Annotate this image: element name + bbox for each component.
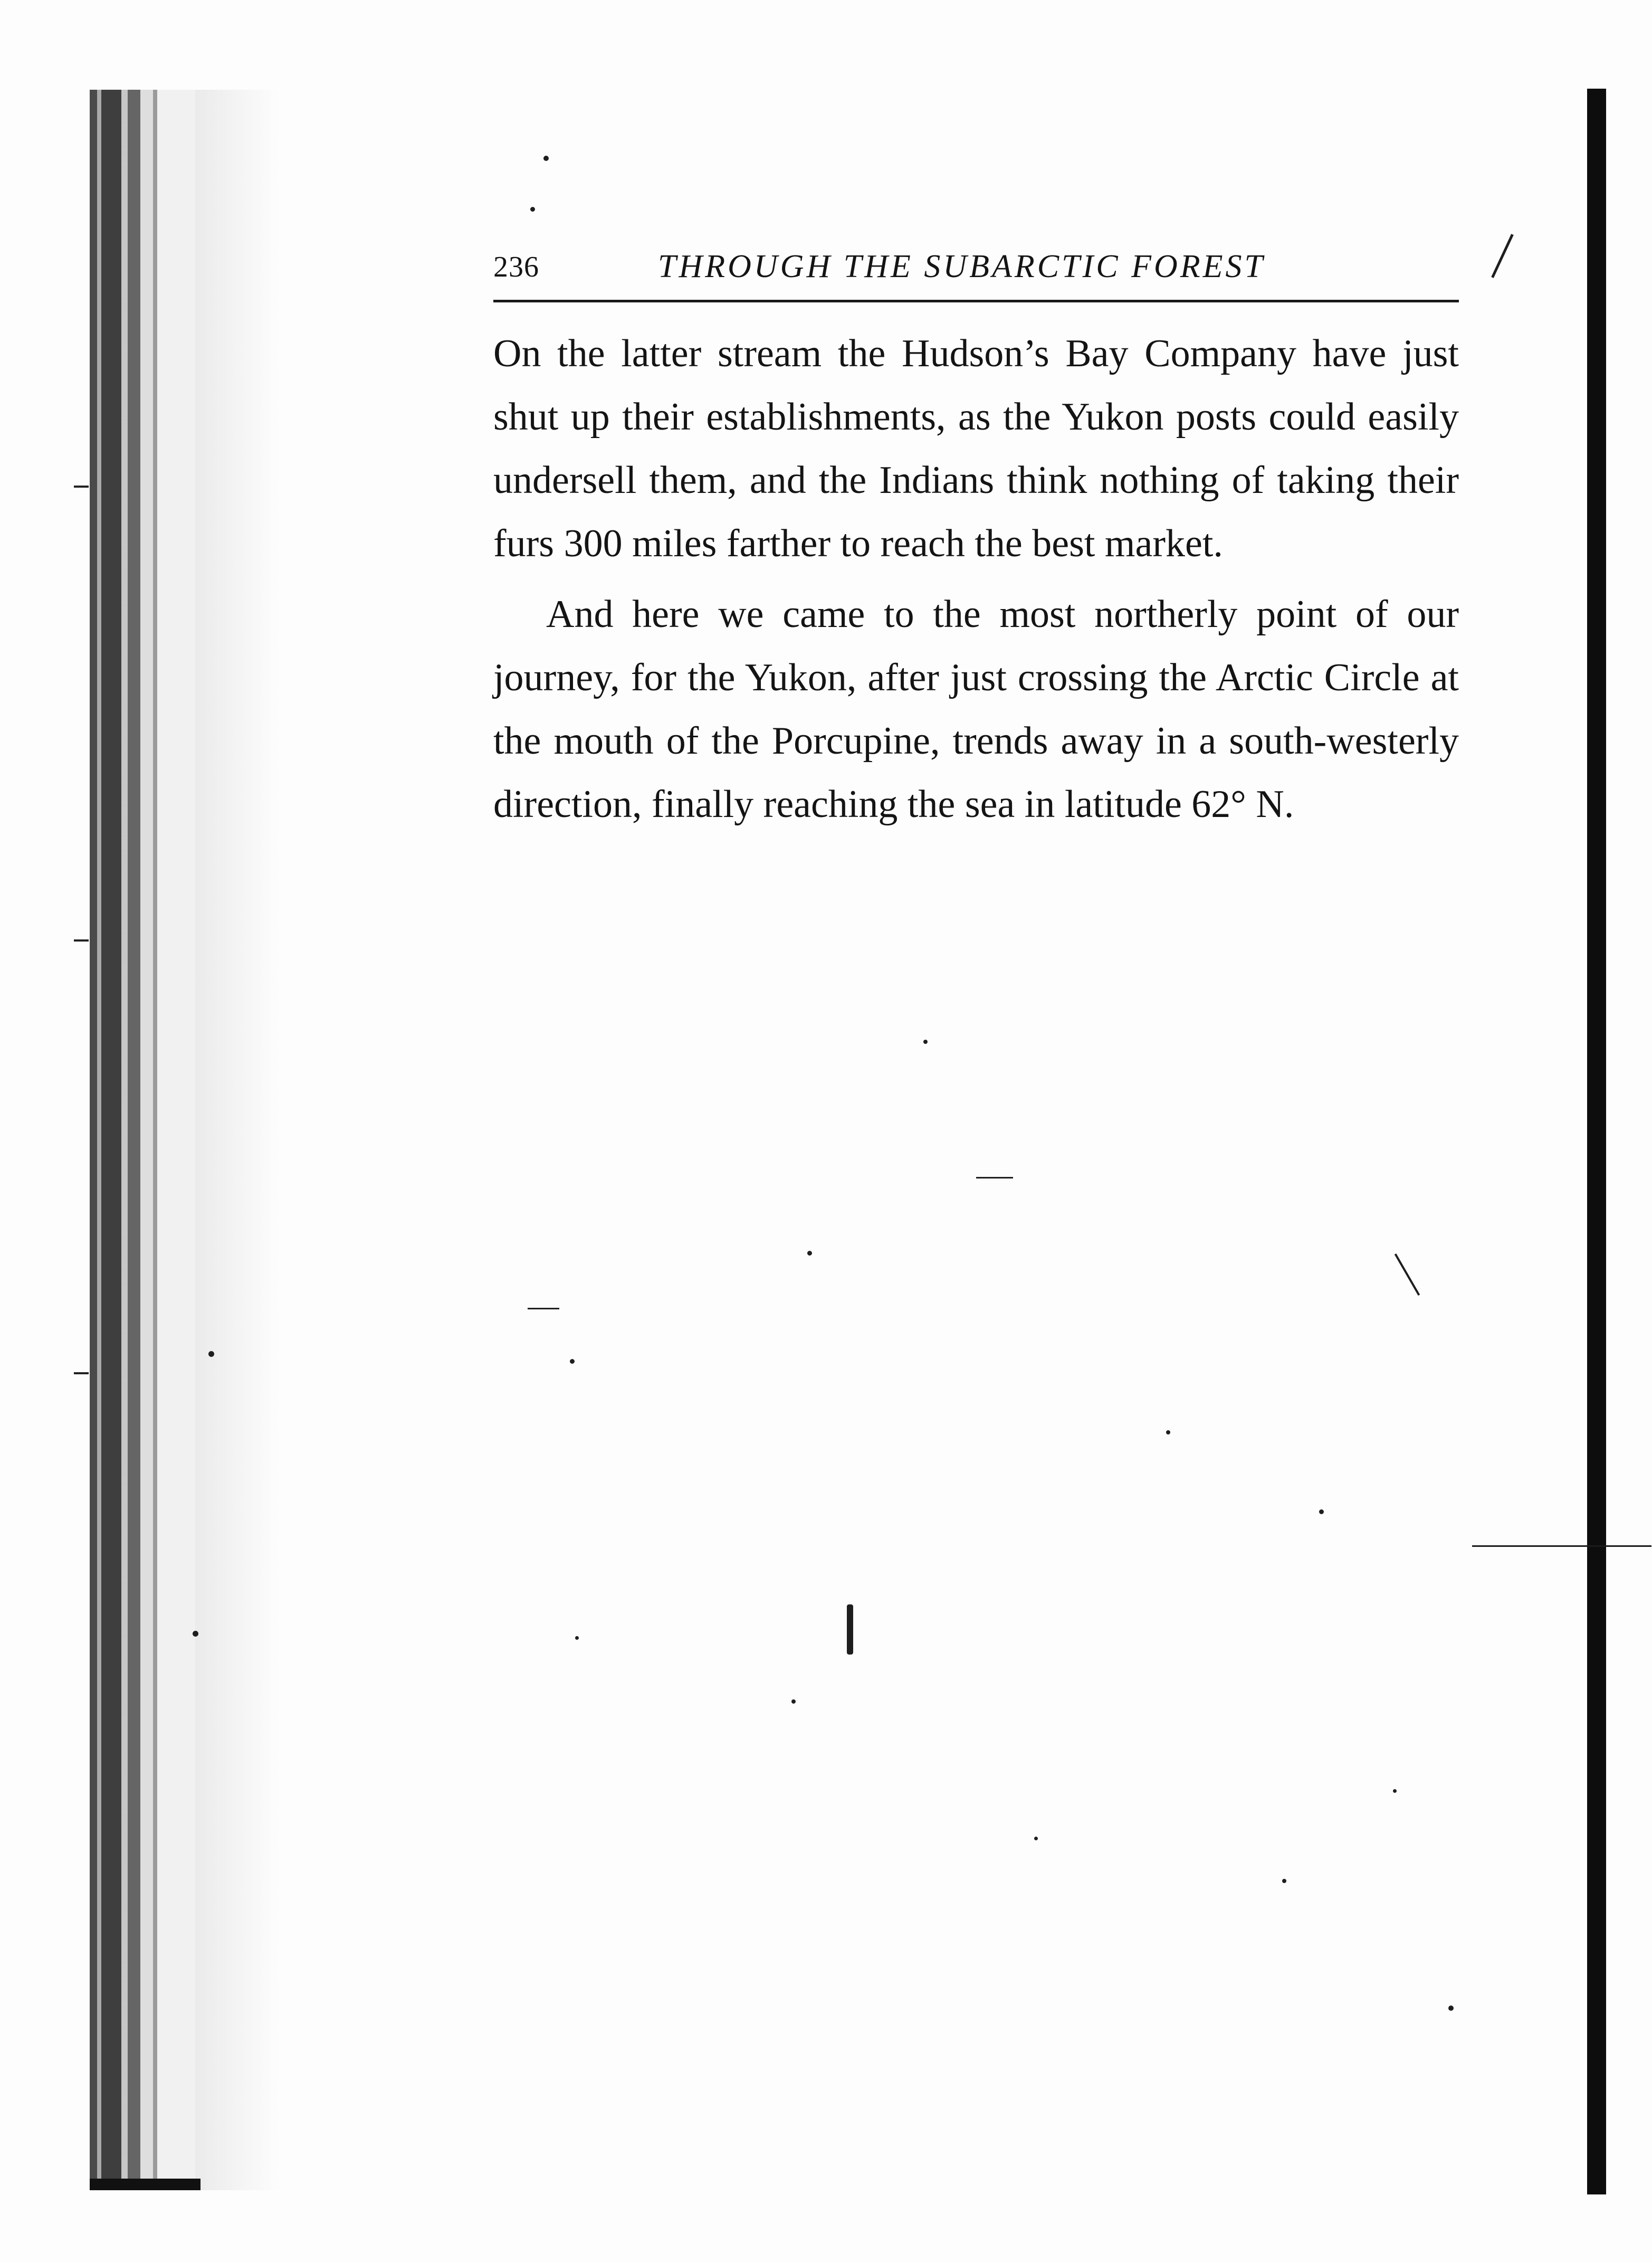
scan-speck bbox=[791, 1699, 796, 1704]
paragraph: On the latter stream the Hudson’s Bay Company have just shut up their establishments, as the Yukon posts could easily undersell them, and the Indians think nothing of taking their furs 300 miles farther to reach the best market. bbox=[493, 332, 1459, 565]
scan-speck bbox=[1319, 1509, 1324, 1514]
scan-speck bbox=[1166, 1430, 1170, 1434]
book-gutter-shadow bbox=[90, 90, 195, 2190]
gutter-bottom-bar bbox=[90, 2179, 200, 2190]
scan-speck bbox=[807, 1251, 812, 1256]
scan-stroke bbox=[976, 1177, 1013, 1178]
scan-stroke bbox=[528, 1308, 559, 1309]
scan-speck bbox=[1282, 1879, 1286, 1883]
scan-speck bbox=[193, 1631, 198, 1637]
scan-speck bbox=[570, 1359, 575, 1364]
running-title: THROUGH THE SUBARCTIC FOREST bbox=[658, 249, 1265, 284]
scan-speck bbox=[530, 207, 535, 212]
scan-stroke bbox=[847, 1604, 853, 1655]
scan-speck bbox=[1393, 1789, 1397, 1793]
scan-speck bbox=[1448, 2006, 1454, 2011]
margin-mark bbox=[74, 1372, 89, 1374]
scan-speck bbox=[1034, 1837, 1038, 1840]
scan-stroke bbox=[1491, 234, 1514, 278]
header-rule bbox=[493, 300, 1459, 302]
page-number: 236 bbox=[493, 251, 539, 283]
running-header bbox=[493, 248, 1459, 290]
scan-speck bbox=[575, 1636, 579, 1640]
scan-stroke bbox=[1395, 1253, 1420, 1296]
gutter-fade bbox=[195, 90, 280, 2190]
scan-speck bbox=[923, 1040, 928, 1044]
margin-mark bbox=[74, 486, 89, 488]
scan-speck bbox=[208, 1351, 214, 1357]
page-edge-bar bbox=[1587, 89, 1606, 2194]
margin-mark bbox=[74, 939, 89, 942]
scan-speck bbox=[543, 156, 549, 161]
paragraph: And here we came to the most northerly point of our journey, for the Yukon, after just crossing the Arctic Circle at the mouth of the Porcupine, trends away in a south-westerly direction, finally reaching the sea in latitude 62° N. bbox=[493, 593, 1459, 826]
page-edge-tick bbox=[1472, 1545, 1651, 1547]
body-text bbox=[493, 322, 1459, 836]
